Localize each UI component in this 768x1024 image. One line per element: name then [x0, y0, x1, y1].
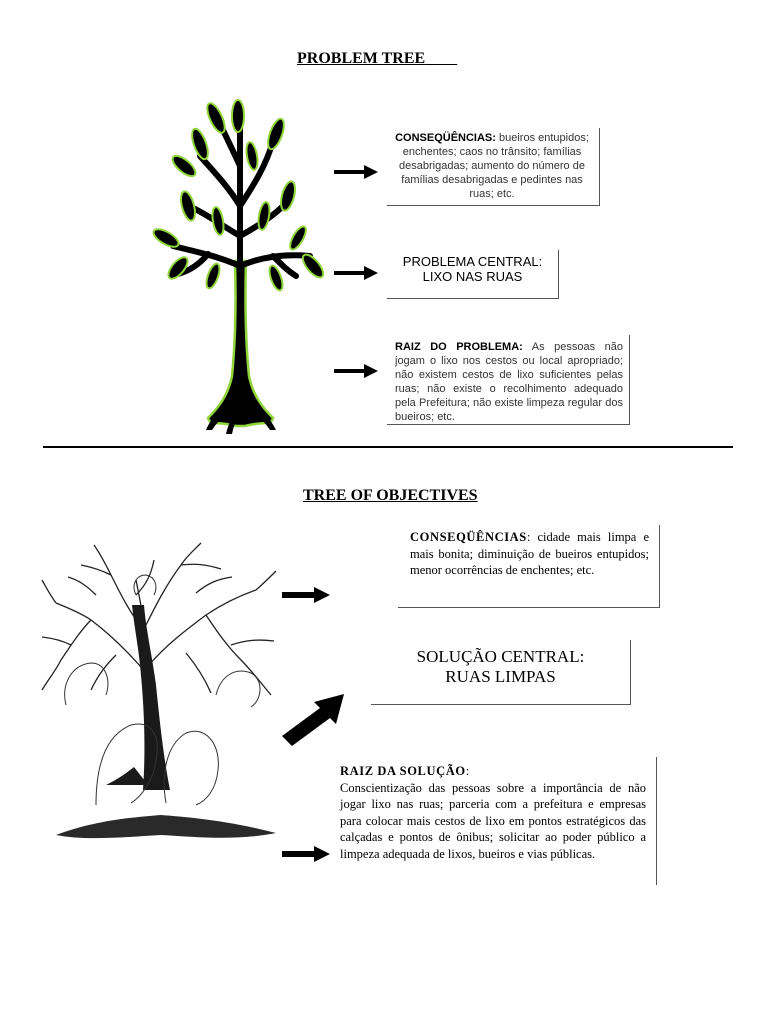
objectives-consequences-label: CONSEQÜÊNCIAS [410, 530, 527, 544]
objectives-root-box-border [656, 757, 657, 885]
objectives-tree-illustration [36, 535, 286, 860]
arrow-diagonal-icon [280, 690, 346, 746]
problem-tree-illustration [148, 96, 333, 436]
arrow-right-icon [334, 165, 378, 179]
problem-root-label: RAIZ DO PROBLEMA: [395, 341, 523, 353]
objectives-central-value: RUAS LIMPAS [445, 667, 556, 686]
objectives-root-box: RAIZ DA SOLUÇÃO: Conscientização das pessoas sobre a importância de não jogar lixo nas ruas; parceria com a prefeitura e empresas para colocar mais cestos de lixo em pontos estratégicos das calçadas e pontos de ônibus; solicitar ao poder público a limpeza adequada de lixos, bueiros e vias públicas. [340, 764, 646, 861]
objectives-root-text: Conscientização das pessoas sobre a importância de não jogar lixo nas ruas; parceria com a prefeitura e empresas para colocar mais cestos de lixo em pontos estratégicos das calçadas e pontos de ônibus; solicitar ao poder público a limpeza adequada de lixos, bueiros e vias públicas. [340, 780, 646, 861]
problem-consequences-text: bueiros entupidos; enchentes; caos no trânsito; famílias desabrigadas; aumento do número de famílias desabrigadas e pedintes nas ruas; etc. [399, 132, 589, 200]
arrow-right-icon [334, 364, 378, 378]
objectives-tree-title: TREE OF OBJECTIVES [303, 487, 478, 504]
problem-root-box [387, 335, 630, 425]
problem-root-text: As pessoas não jogam o lixo nos cestos ou local apropriado; não existem cestos de lixo suficientes pelas ruas; não existe o recolhimento adequado pela Prefeitura; não existe limpeza regular dos bueiros; etc. [395, 341, 624, 423]
section-divider [43, 446, 733, 448]
problem-consequences-box [387, 128, 600, 206]
problem-central-box [387, 250, 559, 299]
arrow-right-icon [334, 266, 378, 280]
objectives-root-label: RAIZ DA SOLUÇÃO [340, 764, 466, 778]
arrow-right-icon [282, 846, 330, 862]
objectives-central-heading: SOLUÇÃO CENTRAL: [416, 647, 585, 666]
objectives-consequences-box [398, 525, 660, 608]
problem-consequences-label: CONSEQÜÊNCIAS: [395, 132, 496, 144]
problem-central-heading: PROBLEMA CENTRAL: [402, 254, 543, 269]
objectives-central-box [371, 640, 631, 705]
objectives-consequences-text: : cidade mais limpa e mais bonita; diminuição de bueiros entupidos; menor ocorrências de enchentes; etc. [410, 530, 649, 577]
arrow-right-icon [282, 587, 330, 603]
problem-central-value: LIXO NAS RUAS [422, 269, 523, 284]
problem-tree-title: PROBLEM TREE [297, 50, 426, 67]
